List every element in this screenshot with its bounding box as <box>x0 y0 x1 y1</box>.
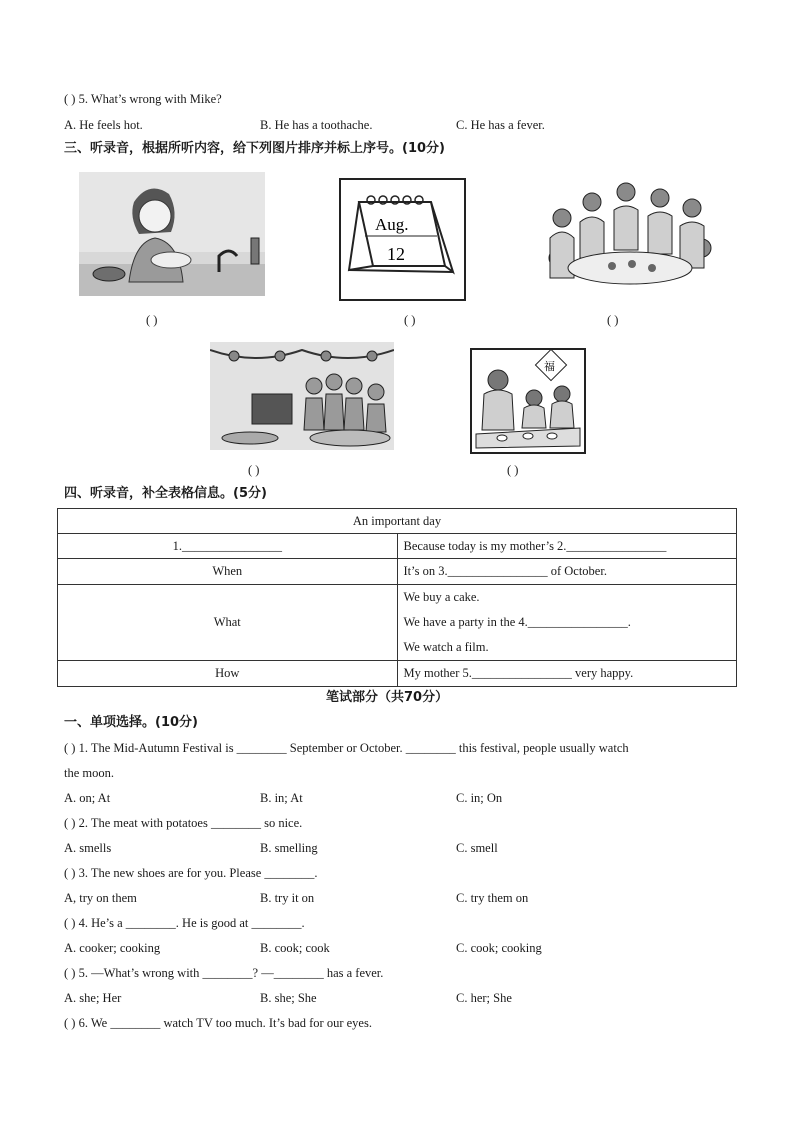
question-5 <box>64 965 383 981</box>
picture-family-dinner <box>542 178 714 298</box>
question-stem: 5. —What’s wrong with ________? —________ has a fever. <box>78 966 384 980</box>
question-stem: 4. He’s a ________. He is good at ________. <box>78 916 305 930</box>
option-c: C. cook; cooking <box>456 941 542 955</box>
option-c: C. try them on <box>456 891 529 905</box>
option-b: B. in; At <box>260 791 303 805</box>
row-content <box>397 585 737 661</box>
answer-paren-4: ( ) <box>248 463 260 477</box>
calendar-month: Aug. <box>375 215 409 234</box>
picture-making-dumplings <box>470 348 586 454</box>
answer-paren-1: ( ) <box>146 313 158 327</box>
row-content: My mother 5.________________ very happy. <box>397 661 737 687</box>
question-line <box>64 91 222 107</box>
question-2 <box>64 815 302 831</box>
row-content: It’s on 3.________________ of October. <box>397 559 737 585</box>
option-b: B. she; She <box>260 991 317 1005</box>
answer-paren: ( ) <box>64 866 76 880</box>
picture-calendar <box>339 178 466 301</box>
question-stem: 6. We ________ watch TV too much. It’s bad for our eyes. <box>78 1016 372 1030</box>
option-c: C. He has a fever. <box>456 118 545 132</box>
written-part-title: 笔试部分（共70分） <box>326 690 449 705</box>
info-table <box>57 508 737 687</box>
option-b: B. smelling <box>260 841 318 855</box>
option-b: B. cook; cook <box>260 941 330 955</box>
option-b: B. try it on <box>260 891 315 905</box>
question-6 <box>64 1015 372 1031</box>
option-c: C. in; On <box>456 791 503 805</box>
answer-paren: ( ) <box>64 92 76 106</box>
table-row <box>58 661 737 687</box>
option-c: C. smell <box>456 841 498 855</box>
option-c: C. her; She <box>456 991 512 1005</box>
table-title: An important day <box>58 509 737 534</box>
row-label: 1.________________ <box>58 534 398 559</box>
calendar-day: 12 <box>387 244 405 264</box>
answer-paren: ( ) <box>64 1016 76 1030</box>
picture-girl-washing-dishes <box>79 172 265 296</box>
question-4 <box>64 915 305 931</box>
row-line: We buy a cake. <box>403 590 480 604</box>
question-stem: 2. The meat with potatoes ________ so nice. <box>78 816 303 830</box>
table-row <box>58 585 737 661</box>
row-content: Because today is my mother’s 2.________________ <box>397 534 737 559</box>
question-1-cont: the moon. <box>64 766 114 780</box>
question-3 <box>64 865 318 881</box>
question-stem: 3. The new shoes are for you. Please ________. <box>78 866 318 880</box>
answer-paren: ( ) <box>64 816 76 830</box>
question-stem: 1. The Mid-Autumn Festival is ________ September or October. ________ this festival, people usually watch <box>78 741 629 755</box>
option-a: A. cooker; cooking <box>64 941 161 955</box>
row-label: When <box>58 559 398 585</box>
picture-party <box>210 342 394 450</box>
section1-title: 一、单项选择。(10分) <box>64 715 198 730</box>
section4-title: 四、听录音，补全表格信息。(5分) <box>64 486 267 501</box>
answer-paren: ( ) <box>64 966 76 980</box>
table-row <box>58 559 737 585</box>
row-line: We watch a film. <box>403 640 489 654</box>
option-a: A. she; Her <box>64 991 122 1005</box>
question-stem: 5. What’s wrong with Mike? <box>78 92 222 106</box>
option-a: A. smells <box>64 841 112 855</box>
answer-paren-2: ( ) <box>404 313 416 327</box>
option-a: A. He feels hot. <box>64 118 143 132</box>
option-a: A. on; At <box>64 791 111 805</box>
question-1 <box>64 740 629 756</box>
answer-paren-5: ( ) <box>507 463 519 477</box>
row-line: We have a party in the 4.________________. <box>403 615 631 629</box>
answer-paren: ( ) <box>64 741 76 755</box>
section3-title: 三、听录音，根据所听内容，给下列图片排序并标上序号。(10分) <box>64 141 445 156</box>
row-label: What <box>58 585 398 661</box>
option-a: A, try on them <box>64 891 137 905</box>
fu-character: 福 <box>544 360 555 373</box>
answer-paren-3: ( ) <box>607 313 619 327</box>
table-row <box>58 534 737 559</box>
row-label: How <box>58 661 398 687</box>
option-b: B. He has a toothache. <box>260 118 373 132</box>
answer-paren: ( ) <box>64 916 76 930</box>
